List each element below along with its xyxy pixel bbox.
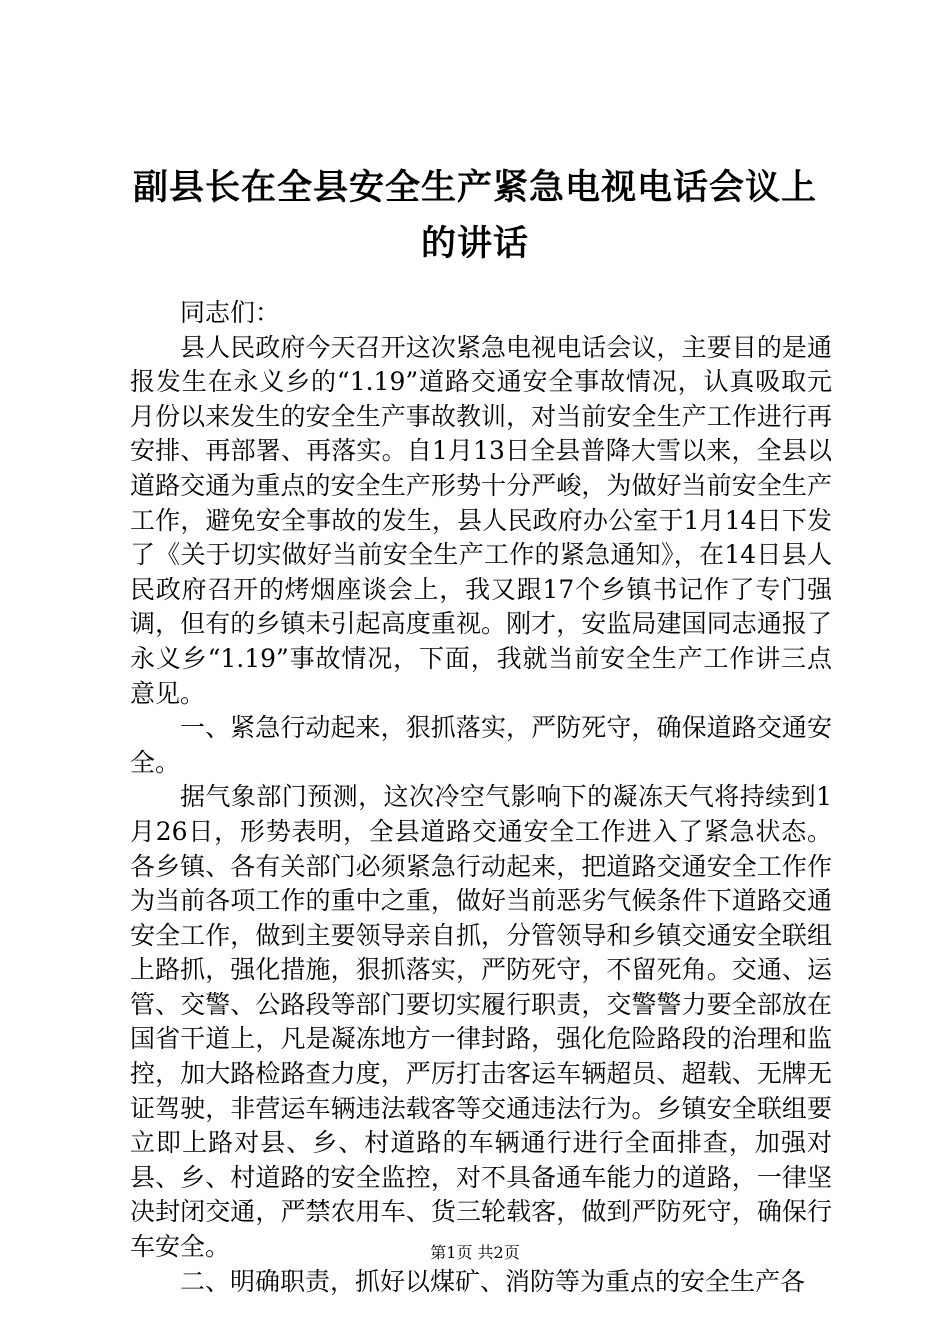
page-footer: 第1页 共2页 [430, 1243, 520, 1262]
paragraph-section-1: 据气象部门预测，这次冷空气影响下的凝冻天气将持续到1月26日，形势表明，全县道路交通安全工作进入了紧急状态。各乡镇、各有关部门必须紧急行动起来，把道路交通安全工作作为当前各项工作的重中之重，做好当前恶劣气候条件下道路交通安全工作，做到主要领导亲自抓，分管领导和乡镇交通安全联组上路抓，强化措施，狠抓落实，严防死守，不留死角。交通、运管、交警、公路段等部门要切实履行职责，交警警力要全部放在国省干道上，凡是凝冻地方一律封路，强化危险路段的治理和监控，加大路检路查力度，严厉打击客运车辆超员、超载、无牌无证驾驶，非营运车辆违法载客等交通违法行为。乡镇安全联组要立即上路对县、乡、村道路的车辆通行进行全面排查，加强对县、乡、村道路的安全监控，对不具备通车能力的道路，一律坚决封闭交通，严禁农用车、货三轮载客，做到严防死守，确保行车安全。 [130, 782, 832, 1262]
paragraph-intro: 县人民政府今天召开这次紧急电视电话会议，主要目的是通报发生在永义乡的“1.19”道路交通安全事故情况，认真吸取元月份以来发生的安全生产事故教训，对当前安全生产工作进行再安排、再部署、再落实。自1月13日全县普降大雪以来，全县以道路交通为重点的安全生产形势十分严峻，为做好当前安全生产工作，避免安全事故的发生，县人民政府办公室于1月14日下发了《关于切实做好当前安全生产工作的紧急通知》，在14日县人民政府召开的烤烟座谈会上，我又跟17个乡镇书记作了专门强调，但有的乡镇未引起高度重视。刚才，安监局建国同志通报了永义乡“1.19”事故情况，下面，我就当前安全生产工作讲三点意见。 [130, 332, 832, 708]
salutation: 同志们： [180, 298, 281, 327]
document-title: 副县长在全县安全生产紧急电视电话会议上的讲话 [132, 167, 817, 264]
section-heading-1: 一、紧急行动起来，狠抓落实，严防死守，确保道路交通安全。 [130, 713, 832, 777]
section-heading-2: 二、明确职责，抓好以煤矿、消防等为重点的安全生产各 [180, 1266, 806, 1296]
document-body [130, 296, 832, 1299]
